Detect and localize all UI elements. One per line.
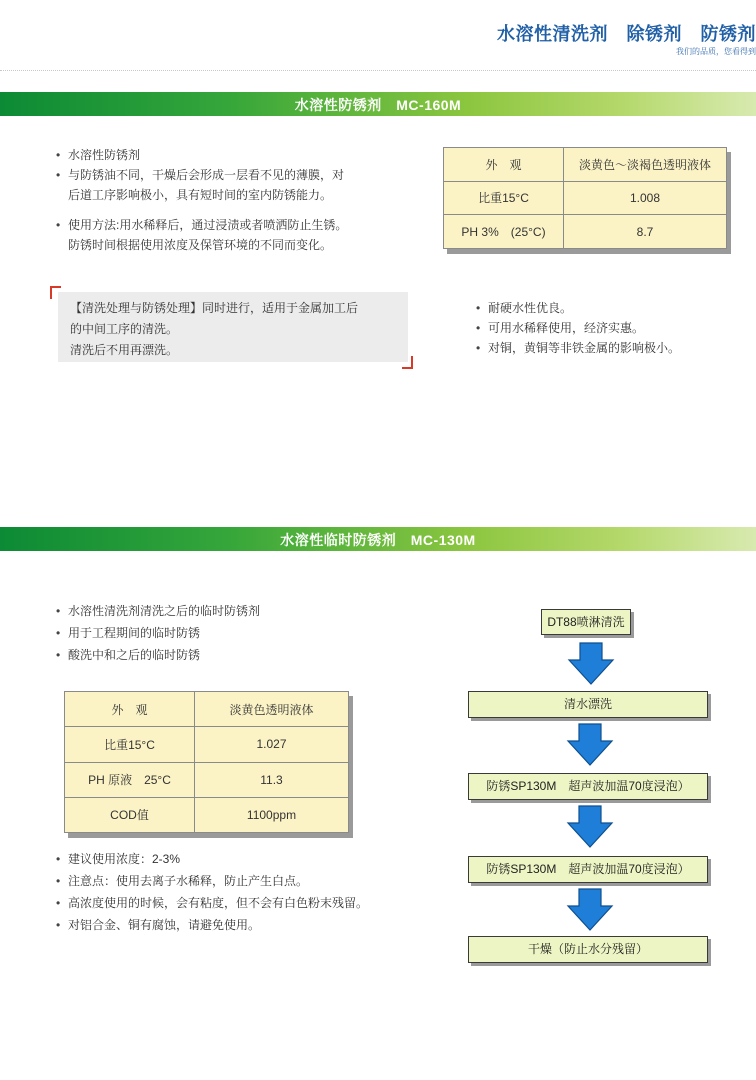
callout-text [70,298,410,361]
description-text: 使用方法:用水稀释后，通过浸渍或者喷洒防止生锈。 [68,218,348,232]
spec-table-mc160m [443,147,727,249]
usage-item: • 用于工程期间的临时防锈 [56,622,386,644]
usage-notes-list [56,848,416,936]
arrow-down-icon [566,888,614,932]
description-item [56,165,396,185]
table-row [444,215,727,249]
table-row [65,797,349,832]
table-cell-value: 8.7 [564,215,727,249]
note-item: • 高浓度使用的时候，会有粘度，但不会有白色粉末残留。 [56,892,416,914]
table-cell-value: 1100ppm [195,797,349,832]
usage-item: • 酸洗中和之后的临时防锈 [56,644,386,666]
table-row [65,727,349,762]
callout-line: 清洗后不用再漂洗。 [70,343,179,357]
description-text: 水溶性防锈剂 [68,148,141,162]
section-title: 水溶性临时防锈剂 MC-130M [280,532,476,548]
spec-table-mc130m [64,691,349,833]
section-title: 水溶性防锈剂 MC-160M [294,97,462,113]
flow-step: 清水漂洗 [468,691,708,718]
usage-item: • 水溶性清洗剂清洗之后的临时防锈剂 [56,600,386,622]
note-item: • 对铝合金、铜有腐蚀，请避免使用。 [56,914,416,936]
description-item [56,215,396,235]
table-row [444,181,727,215]
product-description-list [56,145,396,255]
arrow-down-icon [566,723,614,767]
feature-item: • 可用水稀释使用，经济实惠。 [476,318,746,338]
section-banner-mc130m [0,527,756,551]
description-continuation: 后道工序影响极小，具有短时间的室内防锈能力。 [68,188,333,202]
header-divider [0,70,756,71]
product-usage-list [56,600,386,666]
table-cell-value: 淡黄色透明液体 [195,692,349,727]
arrow-down-icon [566,805,614,849]
table-cell-label: 比重15°C [444,181,564,215]
table-cell-value: 1.008 [564,181,727,215]
flow-step: DT88喷淋清洗 [541,609,631,635]
table-row [444,148,727,182]
page-header-title: 水溶性清洗剂 除锈剂 防锈剂 [497,24,756,44]
arrow-down-icon [567,642,615,686]
description-item [56,145,396,165]
table-cell-label: PH 3% (25°C) [444,215,564,249]
note-item: • 注意点：使用去离子水稀释，防止产生白点。 [56,870,416,892]
callout-line: 的中间工序的清洗。 [70,322,179,336]
feature-item: • 耐硬水性优良。 [476,298,746,318]
table-cell-label: 外 观 [444,148,564,182]
callout-bracket-top-left [50,286,61,299]
table-row [65,762,349,797]
table-cell-value: 1.027 [195,727,349,762]
table-cell-label: COD值 [65,797,195,832]
description-continuation: 防锈时间根据使用浓度及保管环境的不同而变化。 [68,238,333,252]
table-cell-value: 11.3 [195,762,349,797]
flow-step: 防锈SP130M 超声波加温70度浸泡） [468,856,708,883]
section-banner-mc160m [0,92,756,116]
feature-list [476,298,746,358]
table-row [65,692,349,727]
table-cell-value: 淡黄色～淡褐色透明液体 [564,148,727,182]
note-item: • 建议使用浓度：2-3% [56,848,416,870]
flow-step: 防锈SP130M 超声波加温70度浸泡） [468,773,708,800]
callout-line: 【清洗处理与防锈处理】同时进行，适用于金属加工后 [70,301,359,315]
feature-item: • 对铜，黄铜等非铁金属的影响极小。 [476,338,746,358]
table-cell-label: 外 观 [65,692,195,727]
table-cell-label: PH 原液 25°C [65,762,195,797]
description-text: 与防锈油不同，干燥后会形成一层看不见的薄膜，对 [68,168,345,182]
flow-step: 干燥（防止水分残留） [468,936,708,963]
page-header-slogan: 我们的品质，您看得到 [676,47,756,56]
table-cell-label: 比重15°C [65,727,195,762]
